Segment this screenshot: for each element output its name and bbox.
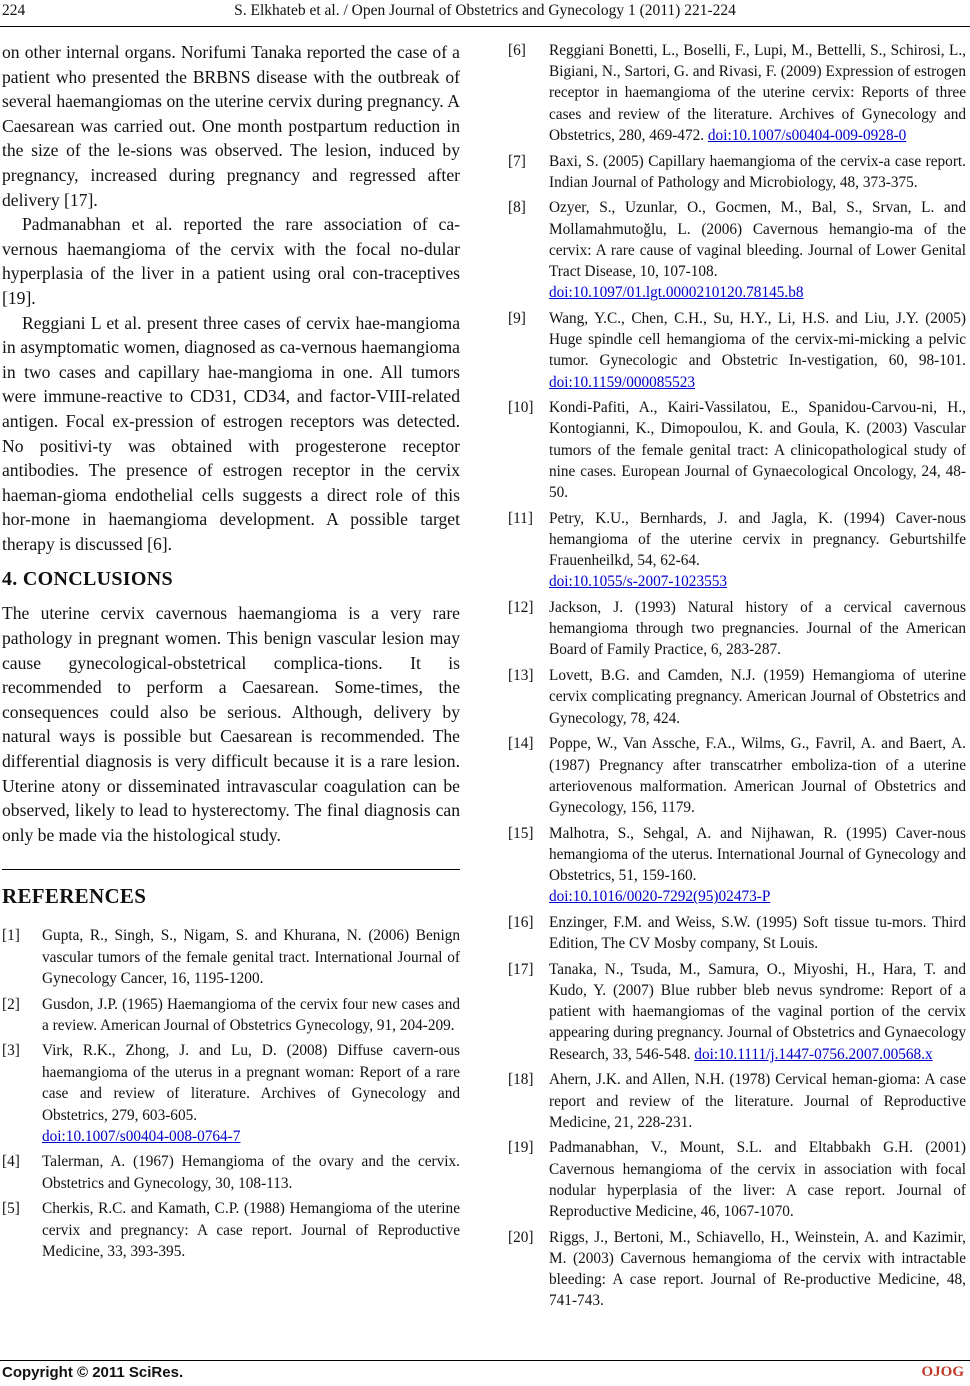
reference-number: [5] (2, 1200, 20, 1218)
reference-item (508, 1137, 966, 1222)
reference-number: [13] (508, 667, 534, 685)
page-number: 224 (2, 2, 26, 19)
reference-number: [12] (508, 599, 534, 617)
reference-text: Enzinger, F.M. and Weiss, S.W. (1995) Soft tissue tu-mors. Third Edition, The CV Mosby company, St Louis. (549, 913, 966, 953)
reference-number: [1] (2, 927, 20, 945)
doi-link[interactable]: doi:10.1016/0020-7292(95)02473-P (549, 888, 771, 906)
reference-text: Virk, R.K., Zhong, J. and Lu, D. (2008) Diffuse cavern-ous haemangioma of the uterus in a pregnant woman: Report of a rare case and review of literature. Archives of Gynecology and Obstetrics, 279, 603-605. (42, 1042, 460, 1124)
reference-item (508, 40, 966, 146)
paragraph-tanaka: on other internal organs. Norifumi Tanaka reported the case of a patient who presented the BRBNS disease with the outbreak of several haemangiomas on the uterine cervix during pregnancy. A Caesarean was carried out. One month postpartum reduction in the size of the le-sions was observed. The lesion, induced by pregnancy, increased during pregnancy and regressed after delivery [17]. (2, 42, 460, 210)
reference-item (2, 925, 460, 989)
reference-number: [20] (508, 1228, 534, 1246)
paragraph-reggiani: Reggiani L et al. present three cases of cervix hae-mangioma in asymptomatic women, diagnosed as ca-vernous haemangioma in two cases and capillary hae-mangioma in one. All tumors were immune-reactive to CD31, CD34, and factor-VIII-related antigen. Focal ex-pression of estrogen receptors was detected. No positivi-ty was obtained with progesterone receptor antibodies. The presence of estrogen receptor in the cervix haeman-gioma endothelial cells suggests a direct role of this hor-mone in haemangioma development. A possible target therapy is discussed [6]. (2, 312, 460, 554)
paragraph-padmanabhan: Padmanabhan et al. reported the rare association of ca-vernous haemangioma of the cervix with the focal no-dular hyperplasia of the liver in a patient using oral con-traceptives [19]. (2, 214, 460, 308)
reference-text: Jackson, J. (1993) Natural history of a cervical cavernous hemangioma through two pregnancies. Journal of the American Board of Family Practice, 6, 283-287. (549, 599, 966, 659)
reference-item (508, 733, 966, 818)
reference-number: [17] (508, 960, 534, 978)
reference-number: [9] (508, 309, 526, 327)
reference-number: [10] (508, 399, 534, 417)
doi-link[interactable]: doi:10.1159/000085523 (549, 373, 696, 391)
reference-item (2, 1198, 460, 1262)
reference-text: Malhotra, S., Sehgal, A. and Nijhawan, R. (1995) Caver-nous hemangioma of the uterus. International Journal of Gynecology and Obstetrics, 51, 159-160. (549, 824, 966, 885)
reference-text: Ozyer, S., Uzunlar, O., Gocmen, M., Bal, S., Srvan, L. and Mollamahmutoğlu, L. (2006) Cavernous hemangio-ma of the cervix: A rare cause of vaginal bleeding. Journal of Lower Genital Tract Disease, 10, 107-108. (549, 199, 966, 281)
reference-item (508, 1069, 966, 1133)
reference-text: Baxi, S. (2005) Capillary haemangioma of the cervix-a case report. Indian Journal of Pathology and Microbiology, 48, 373-375. (549, 152, 966, 191)
reference-number: [2] (2, 995, 20, 1013)
reference-text: Petry, K.U., Bernhards, J. and Jagla, K. (1994) Caver-nous hemangioma of the uterine cervix in pregnancy. Geburtshilfe Frauenheilkd, 54, 62-64. (549, 509, 966, 570)
reference-text: Poppe, W., Van Assche, F.A., Wilms, G., Favril, A. and Baert, A. (1987) Pregnancy after transcatrher emboliza-tion of a uterine arteriovenous malformation. American Journal of Obstetrics and Gynecology, 156, 1179. (549, 735, 966, 816)
reference-number: [7] (508, 152, 526, 170)
reference-item (508, 151, 966, 193)
reference-text: Cherkis, R.C. and Kamath, C.P. (1988) Hemangioma of the uterine cervix and pregnancy: A case report. Journal of Reproductive Medicine, 33, 393-395. (42, 1200, 460, 1261)
reference-text: Riggs, J., Bertoni, M., Schiavello, H., Weinstein, A. and Kazimir, M. (2003) Cavernous hemangioma of the cervix with intractable bleeding: A case report. Journal of Re-productive Medicine, 48, 741-743. (549, 1228, 966, 1310)
reference-item (508, 508, 966, 593)
running-title: S. Elkhateb et al. / Open Journal of Obstetrics and Gynecology 1 (2011) 221-224 (234, 2, 736, 19)
reference-item (508, 308, 966, 393)
reference-number: [19] (508, 1139, 534, 1157)
reference-item (508, 823, 966, 908)
copyright-notice: Copyright © 2011 SciRes. (2, 1364, 184, 1381)
reference-number: [16] (508, 913, 534, 931)
reference-number: [6] (508, 42, 526, 59)
reference-text: Ahern, J.K. and Allen, N.H. (1978) Cervical heman-gioma: A case report and review of the literature. Journal of Reproductive Medicine, 21, 228-231. (549, 1071, 966, 1131)
doi-link[interactable]: doi:10.1055/s-2007-1023553 (549, 573, 728, 591)
doi-link[interactable]: doi:10.1097/01.lgt.0000210120.78145.b8 (549, 284, 804, 302)
references-heading: REFERENCES (2, 884, 147, 909)
reference-item (2, 1040, 460, 1147)
reference-item (508, 959, 966, 1065)
reference-item (2, 1151, 460, 1194)
reference-text: Wang, Y.C., Chen, C.H., Su, H.Y., Li, H.S. and Liu, J.Y. (2005) Huge spindle cell hemangioma of the cervix-mi-micking a pelvic tumor. Gynecologic and Obstetric In-vestigation, 60, 98-101. (549, 309, 966, 370)
reference-text: Tanaka, N., Tsuda, M., Samura, O., Miyoshi, H., Hara, T. and Kudo, Y. (2007) Blue rubber bleb nevus syndrome: Report of a patient with haemangiomas of the vaginal portion of the cervix appearing during pregnancy. Journal of Obstetrics and Gynaecology Research, 33, 546-548. (549, 960, 966, 1063)
reference-number: [3] (2, 1042, 20, 1060)
doi-link[interactable]: doi:10.1007/s00404-009-0928-0 (707, 126, 907, 144)
reference-item (508, 665, 966, 729)
doi-link[interactable]: doi:10.1111/j.1447-0756.2007.00568.x (694, 1045, 933, 1063)
page-footer (0, 1360, 970, 1384)
reference-number: [14] (508, 735, 534, 753)
header-rule (0, 26, 970, 27)
left-column (2, 40, 460, 1267)
journal-abbreviation: OJOG (921, 1364, 964, 1380)
conclusions-heading: 4. CONCLUSIONS (2, 568, 173, 591)
reference-number: [15] (508, 824, 534, 842)
reference-text: Gupta, R., Singh, S., Nigam, S. and Khurana, N. (2006) Benign vascular tumors of the female genital tract. International Journal of Gynecology Cancer, 16, 1195-1200. (42, 927, 460, 988)
reference-text: Talerman, A. (1967) Hemangioma of the ovary and the cervix. Obstetrics and Gynecology, 30, 108-113. (42, 1153, 460, 1192)
conclusions-text: The uterine cervix cavernous haemangioma is a very rare pathology in pregnant women. This benign vascular lesion may cause gynecological-obstetrical complica-tions. It is recommended to perform a Caesarean. Some-times, the consequences could also be serious. Although, delivery by natural ways is possible but Caesarean is recommended. The differential diagnosis is very difficult because it is a rare lesion. Uterine atony or disseminated intravascular coagulation can be observed, likely to lead to hysterectomy. The final diagnosis can only be made via the histological study. (2, 603, 460, 845)
page-header (0, 2, 970, 24)
footer-rule (0, 1360, 970, 1361)
reference-text: Lovett, B.G. and Camden, N.J. (1959) Hemangioma of uterine cervix complicating pregnancy. American Journal of Obstetrics and Gynecology, 78, 424. (549, 667, 966, 727)
reference-number: [18] (508, 1071, 534, 1089)
doi-link[interactable]: doi:10.1007/s00404-008-0764-7 (42, 1128, 241, 1146)
right-column (508, 40, 966, 1316)
reference-text: Padmanabhan, V., Mount, S.L. and Eltabbakh G.H. (2001) Cavernous hemangioma of the cervix in association with focal nodular hyperplasia of the liver: A case report. Journal of Reproductive Medicine, 46, 1067-1070. (549, 1139, 966, 1221)
reference-list-left (2, 925, 460, 1262)
reference-number: [8] (508, 199, 526, 217)
reference-item (2, 994, 460, 1037)
reference-item (508, 912, 966, 954)
reference-item (508, 1227, 966, 1312)
reference-number: [4] (2, 1153, 20, 1171)
reference-item (508, 397, 966, 503)
reference-text: Reggiani Bonetti, L., Boselli, F., Lupi, M., Bettelli, S., Schirosi, L., Bigiani, N., Sartori, G. and Rivasi, F. (2009) Expression of estrogen receptor in haemangioma of the uterine cervix: Reports of three cases and review of the literature. Archives of Gynecology and Obstetrics, 280, 469-472. (549, 42, 966, 144)
section-divider (2, 869, 460, 870)
reference-text: Gusdon, J.P. (1965) Haemangioma of the cervix four new cases and a review. American Journal of Obstetrics Gynecology, 91, 204-209. (42, 995, 460, 1035)
reference-item (508, 597, 966, 661)
reference-number: [11] (508, 509, 533, 527)
reference-text: Kondi-Pafiti, A., Kairi-Vassilatou, E., Spanidou-Carvou-ni, H., Kontogianni, K., Dimopoulou, K. and Goula, K. (2003) Vascular tumors of the female genital tract: A clinicopathological study of nine cases. European Journal of Gynaecological Oncology, 24, 48-50. (549, 399, 966, 502)
reference-item (508, 197, 966, 303)
